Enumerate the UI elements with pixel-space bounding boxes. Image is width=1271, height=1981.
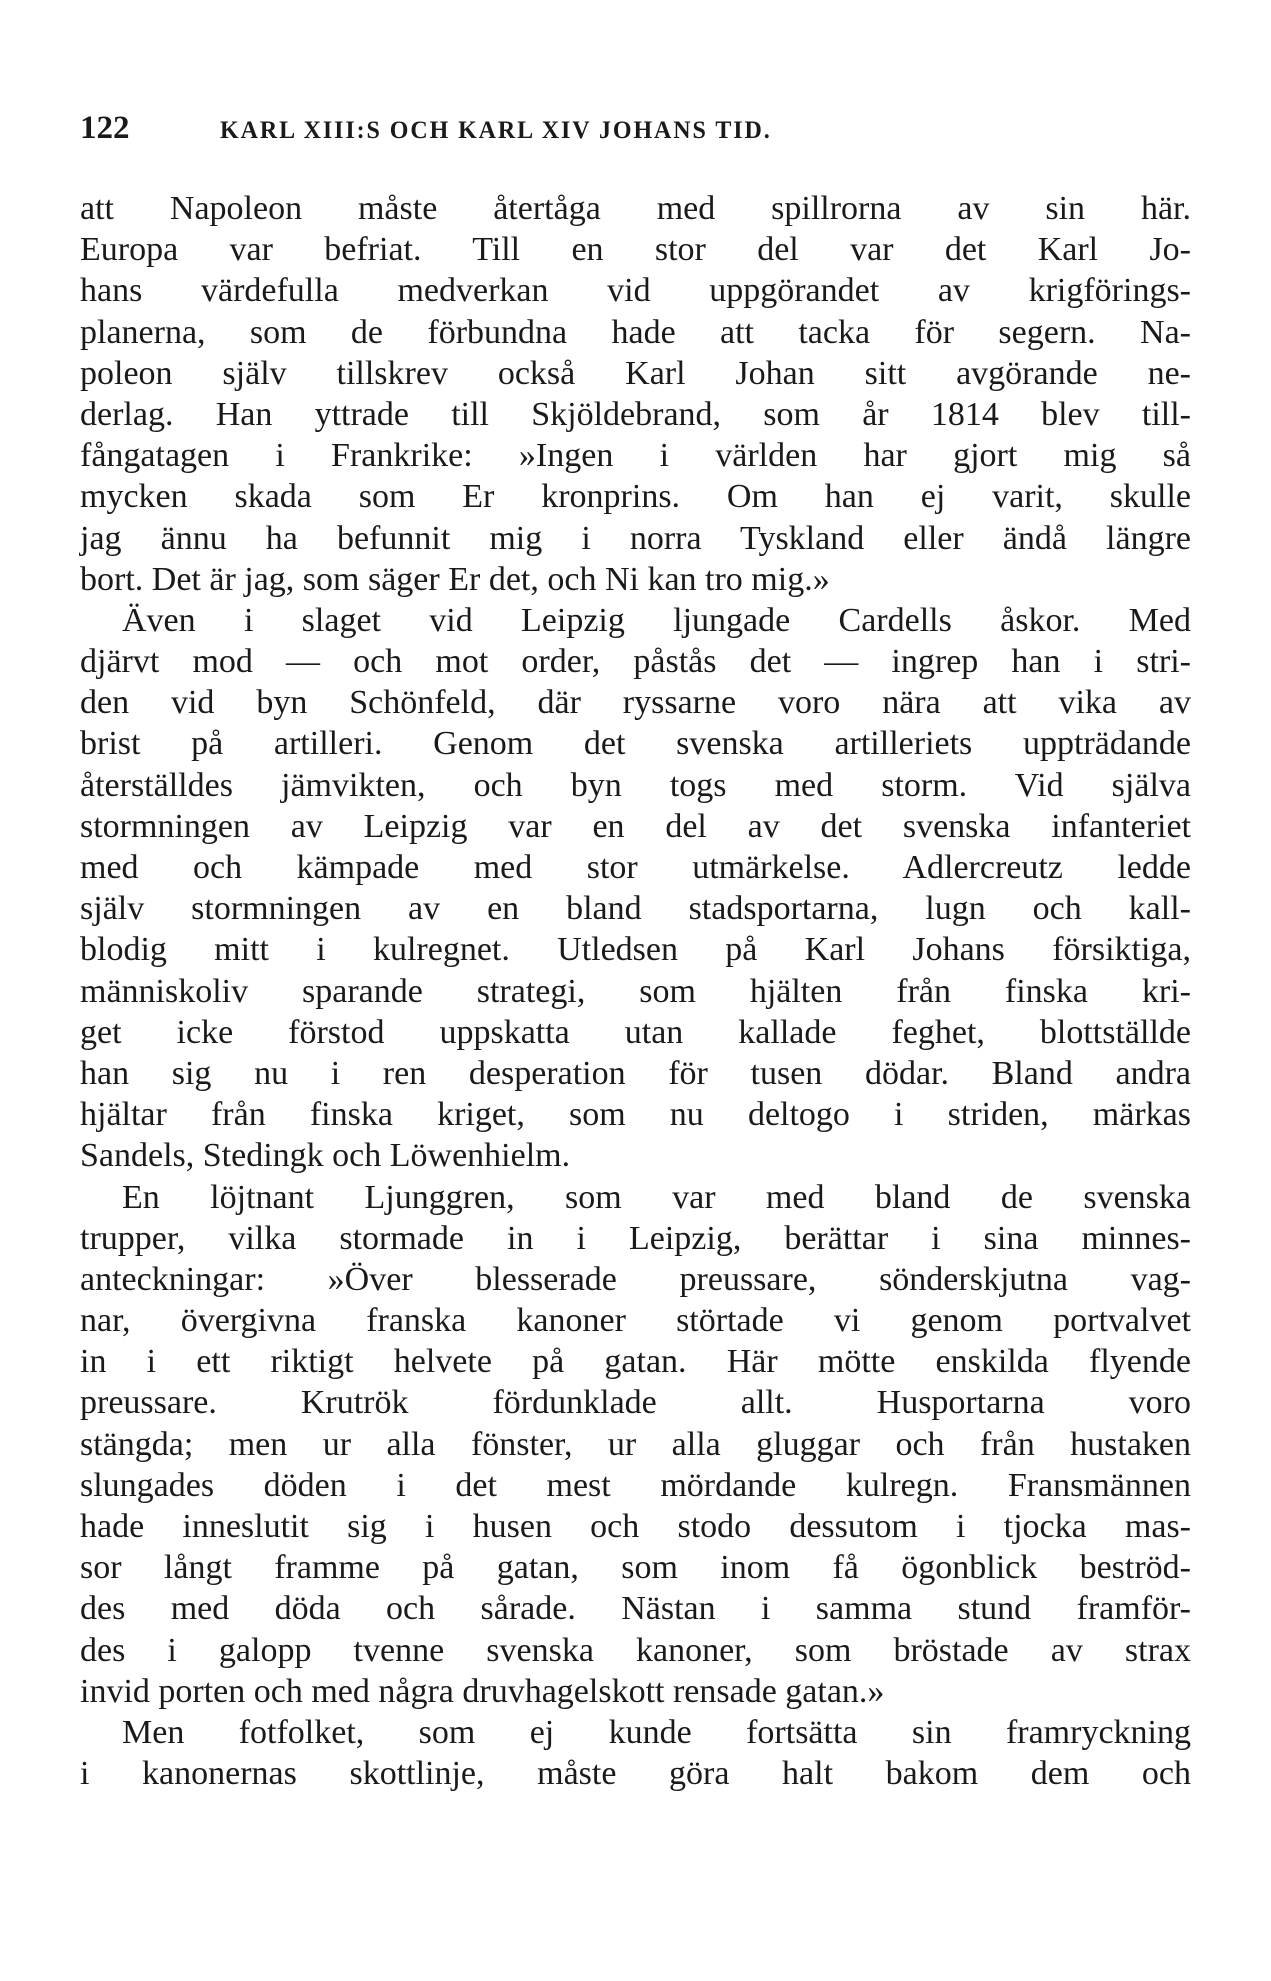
text-line: blodig mitt i kulregnet. Utledsen på Karl Johans försiktiga, [80, 931, 1191, 969]
paragraph-first-line: Även i slaget vid Leipzig ljungade Cardells åskor. Med [122, 601, 1191, 639]
running-title: KARL XIII:S OCH KARL XIV JOHANS TID. [220, 117, 772, 144]
paragraph-first-line: Men fotfolket, som ej kunde fortsätta sin framryckning [122, 1713, 1191, 1751]
text-line: djärvt mod — och mot order, påstås det — ingrep han i stri- [80, 643, 1191, 681]
text-line: Europa var befriat. Till en stor del var det Karl Jo- [80, 231, 1191, 269]
text-line: hjältar från finska kriget, som nu deltogo i striden, märkas [80, 1096, 1191, 1134]
text-line: mycken skada som Er kronprins. Om han ej varit, skulle [80, 478, 1191, 516]
text-line: han sig nu i ren desperation för tusen dödar. Bland andra [80, 1054, 1191, 1092]
text-line: poleon själv tillskrev också Karl Johan sitt avgörande ne- [80, 354, 1191, 392]
book-page [80, 110, 1191, 1794]
text-line: derlag. Han yttrade till Skjöldebrand, som år 1814 blev till- [80, 395, 1191, 433]
page-number: 122 [80, 110, 130, 146]
text-line: stängda; men ur alla fönster, ur alla gluggar och från hustaken [80, 1425, 1191, 1463]
text-line: människoliv sparande strategi, som hjälten från finska kri- [80, 972, 1191, 1010]
text-line: sor långt framme på gatan, som inom få ögonblick beströd- [80, 1549, 1191, 1587]
text-line: själv stormningen av en bland stadsportarna, lugn och kall- [80, 890, 1191, 928]
text-line: get icke förstod uppskatta utan kallade feghet, blottställde [80, 1013, 1191, 1051]
running-header [80, 110, 1191, 154]
text-line: hade inneslutit sig i husen och stodo dessutom i tjocka mas- [80, 1508, 1191, 1545]
text-line: in i ett riktigt helvete på gatan. Här mötte enskilda flyende [80, 1343, 1191, 1381]
text-line: slungades döden i det mest mördande kulregn. Fransmännen [80, 1466, 1191, 1504]
text-line: des i galopp tvenne svenska kanoner, som bröstade av strax [80, 1631, 1191, 1669]
text-line: stormningen av Leipzig var en del av det svenska infanteriet [80, 807, 1191, 845]
text-line: brist på artilleri. Genom det svenska artilleriets uppträdande [80, 725, 1191, 763]
text-line: invid porten och med några druvhagelskott rensade gatan.» [80, 1672, 885, 1710]
text-line: fångatagen i Frankrike: »Ingen i världen har gjort mig så [80, 437, 1191, 475]
paragraph-first-line: En löjtnant Ljunggren, som var med bland de svenska [122, 1178, 1191, 1216]
text-line: hans värdefulla medverkan vid uppgörandet av krigförings- [80, 272, 1191, 310]
body-text [80, 188, 1191, 1794]
text-line: med och kämpade med stor utmärkelse. Adlercreutz ledde [80, 849, 1191, 886]
text-line: jag ännu ha befunnit mig i norra Tyskland eller ändå längre [80, 519, 1191, 557]
text-line: trupper, vilka stormade in i Leipzig, berättar i sina minnes- [80, 1219, 1191, 1257]
text-line: återställdes jämvikten, och byn togs med storm. Vid själva [80, 766, 1191, 804]
text-line: bort. Det är jag, som säger Er det, och Ni kan tro mig.» [80, 560, 830, 598]
text-line: planerna, som de förbundna hade att tacka för segern. Na- [80, 313, 1191, 351]
text-line: anteckningar: »Över blesserade preussare, sönderskjutna vag- [80, 1260, 1191, 1298]
text-line: preussare. Krutrök fördunklade allt. Husportarna voro [80, 1384, 1191, 1422]
text-line: Sandels, Stedingk och Löwenhielm. [80, 1137, 571, 1175]
text-line: des med döda och sårade. Nästan i samma stund framför- [80, 1590, 1191, 1628]
text-line: att Napoleon måste återtåga med spillrorna av sin här. [80, 190, 1191, 227]
text-line: den vid byn Schönfeld, där ryssarne voro nära att vika av [80, 684, 1191, 722]
text-line: nar, övergivna franska kanoner störtade vi genom portvalvet [80, 1302, 1191, 1340]
text-line: i kanonernas skottlinje, måste göra halt bakom dem och [80, 1755, 1191, 1793]
